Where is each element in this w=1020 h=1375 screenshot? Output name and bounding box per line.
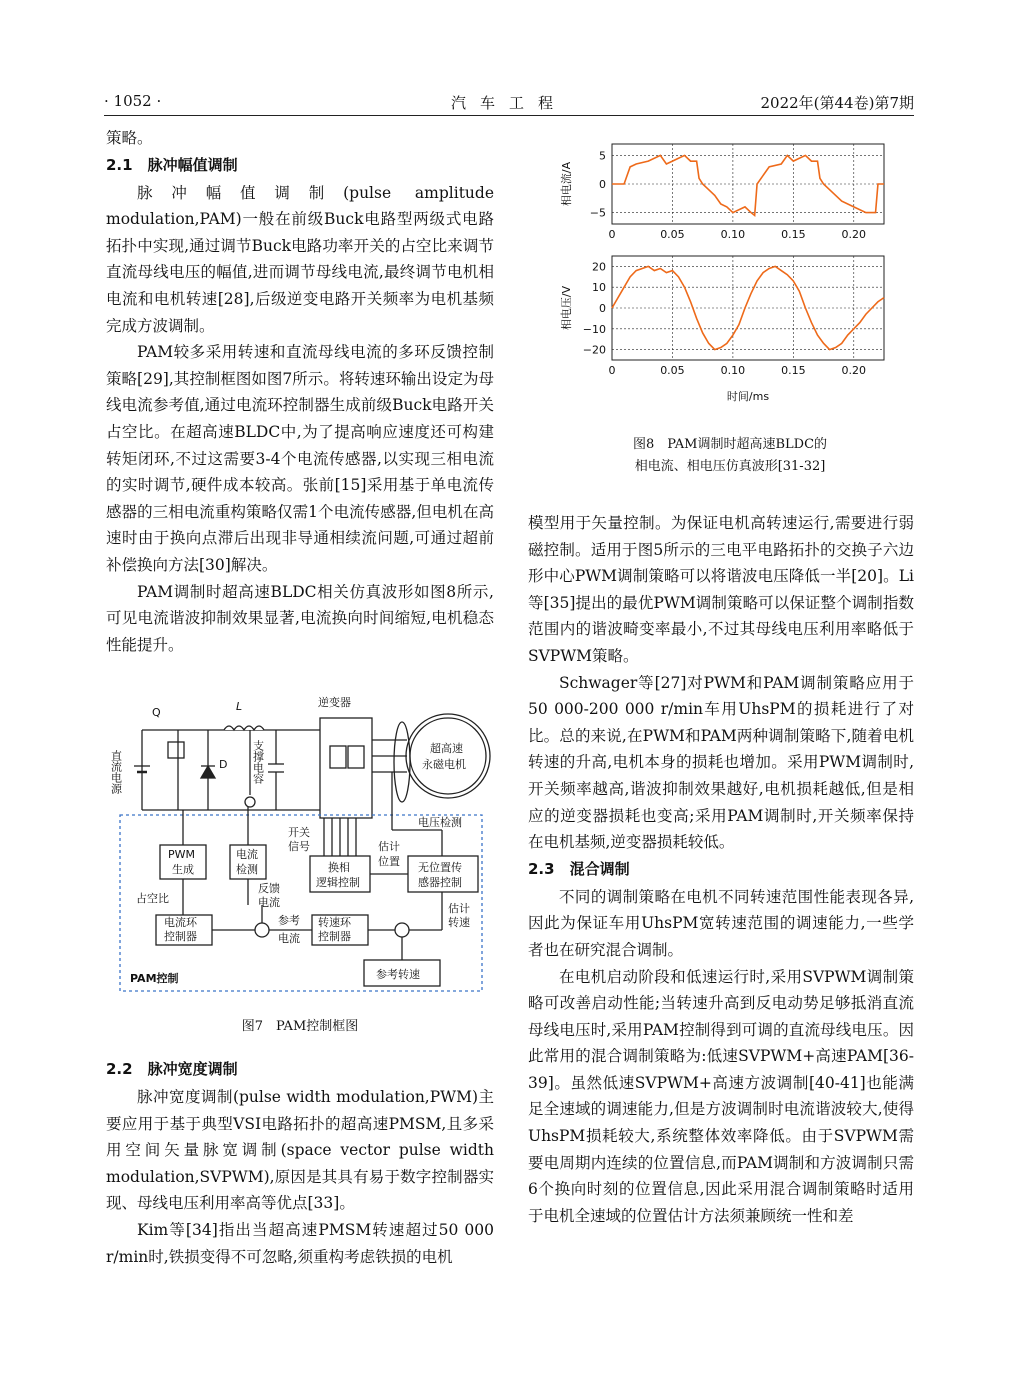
svg-text:电流: 电流 — [278, 932, 300, 945]
y-tick-label: 20 — [592, 260, 606, 274]
paragraph: Kim等[34]指出当超高速PMSM转速超过50 000 r/min时,铁损变得不可忽略,须重构考虑铁损的电机 — [106, 1220, 494, 1266]
page-number: · 1052 · — [104, 92, 162, 110]
paragraph: PAM较多采用转速和直流母线电流的多环反馈控制策略[29],其控制框图如图7所示。将转速环输出设定为母线电流参考值,通过电流环控制器生成前级Buck电路开关占空比。在超高速BLDC中,为了提高响应速度还可构建转矩闭环,不过这需要3-4个电流传感器,以实现三相电流的实时调节,硬件成本较高。张前[15]采用基于单电流传感器的三相电流重构策略仅需1个电流传感器,但电机在高速时由于换向点滞后出现非导通相续流问题,可通过超前补偿换向方法[30]解决。 — [106, 343, 494, 574]
svg-text:信号: 信号 — [288, 840, 310, 853]
section-heading: 2.2 脉冲宽度调制 — [106, 1060, 238, 1078]
svg-text:永磁电机: 永磁电机 — [422, 758, 466, 771]
x-tick-label: 0.10 — [720, 364, 746, 377]
x-tick-label: 0.15 — [781, 228, 806, 241]
svg-text:支撑电容: 支撑电容 — [251, 740, 265, 784]
svg-text:参考转速: 参考转速 — [376, 968, 420, 981]
paragraph: 策略。 — [106, 129, 153, 147]
fig8-caption — [600, 434, 860, 478]
issue-info: 2022年(第44卷)第7期 — [760, 94, 914, 112]
fig7-block-diagram — [109, 690, 492, 1000]
svg-text:检测: 检测 — [236, 863, 258, 876]
y-tick-label: 0 — [599, 302, 606, 315]
left-column — [106, 125, 494, 658]
x-tick-label: 0.15 — [781, 364, 806, 377]
svg-text:占空比: 占空比 — [136, 892, 169, 905]
paragraph: 脉冲宽度调制(pulse width modulation,PWM)主要应用于基于典型VSI电路拓扑的超高速PMSM,且多采用空间矢量脉宽调制(space vector pulse width modulation,SVPWM),原因是其具有易于数字控制器实现、母线电压利用率高等优点[33]。 — [106, 1088, 494, 1213]
y-tick-label: −5 — [589, 206, 606, 220]
svg-text:D: D — [219, 758, 228, 771]
x-axis-label: 时间/ms — [726, 390, 770, 403]
right-column — [528, 510, 914, 1229]
x-tick-label: 0.20 — [841, 228, 867, 241]
fig7-caption: 图7 PAM控制框图 — [241, 1019, 359, 1034]
svg-text:Q: Q — [152, 706, 161, 719]
header-rule — [104, 115, 914, 116]
y-tick-label: −10 — [582, 322, 606, 336]
svg-text:估计: 估计 — [378, 840, 400, 853]
svg-text:转速: 转速 — [448, 916, 470, 929]
paragraph: 在电机启动阶段和低速运行时,采用SVPWM调制策略可改善启动性能;当转速升高到反电动势足够抵消直流母线电压时,采用PAM控制得到可调的直流母线电压。因此常用的混合调制策略为:低速SVPWM+高速PAM[36-39]。虽然低速SVPWM+高速方波调制[40-41]也能满足全速域的调速能力,但是方波调制时电流谐波较大,使得UhsPM损耗较大,系统整体效率降低。由于SVPWM需要电周期内连续的位置信息,而PAM调制和方波调制只需6个换向时刻的位置信息,因此采用混合调制策略时适用于电机全速域的位置估计方法须兼顾统一性和差 — [528, 967, 914, 1225]
running-header — [104, 92, 914, 114]
x-tick-label: 0 — [608, 364, 616, 377]
svg-text:逻辑控制: 逻辑控制 — [316, 876, 360, 889]
x-tick-label: 0.05 — [660, 364, 685, 377]
svg-text:电流: 电流 — [258, 896, 280, 909]
svg-text:PWM: PWM — [168, 848, 196, 861]
section-heading: 2.1 脉冲幅值调制 — [106, 155, 238, 174]
y-axis-label: 相电流/A — [560, 161, 573, 207]
svg-text:逆变器: 逆变器 — [318, 696, 351, 709]
x-tick-label: 0.10 — [720, 228, 746, 241]
svg-text:直流电源: 直流电源 — [109, 750, 123, 794]
paragraph: Schwager等[27]对PWM和PAM调制策略应用于50 000-200 000 r/min车用UhsPM的损耗进行了对比。总的来说,在PWM和PAM两种调制策略下,随着电机转速的升高,电机本身的损耗也增加。采用PWM调制时,开关频率越高,谐波抑制效果越好,电机损耗越低,但是相应的逆变器损耗也变高;采用PAM调制时,开关频率保持在电机基频,逆变器损耗较低。 — [528, 673, 914, 852]
paragraph: 不同的调制策略在电机不同转速范围性能表现各异,因此为保证车用UhsPM宽转速范围的调速能力,一些学者也在研究混合调制。 — [528, 887, 914, 959]
fig8-chart — [540, 136, 900, 416]
svg-text:反馈: 反馈 — [258, 882, 280, 895]
svg-text:电压检测: 电压检测 — [418, 816, 462, 829]
svg-text:超高速: 超高速 — [430, 742, 463, 755]
svg-text:无位置传: 无位置传 — [418, 861, 462, 874]
paragraph: 模型用于矢量控制。为保证电机高转速运行,需要进行弱磁控制。适用于图5所示的三电平电路拓扑的交换子六边形中心PWM调制策略可以将谐波电压降低一半[20]。Li等[35]提出的最优PWM调制策略可以保证整个调制指数范围内的谐波畸变率最小,不过其母线电压利用率略低于SVPWM策略。 — [528, 514, 914, 665]
svg-text:参考: 参考 — [278, 914, 300, 927]
svg-text:开关: 开关 — [288, 826, 310, 839]
y-axis-label: 相电压/V — [560, 285, 573, 331]
x-tick-label: 0.05 — [660, 228, 685, 241]
x-tick-label: 0 — [608, 228, 616, 241]
paragraph: 脉冲幅值调制(pulse amplitude modulation,PAM)一般在前级Buck电路型两级式电路拓扑中实现,通过调节Buck电路功率开关的占空比来调节直流母线电压的幅值,进而调节母线电流,最终调节电机相电流和电机转速[28],后级逆变电路开关频率为电机基频完成方波调制。 — [106, 183, 494, 335]
svg-text:L: L — [236, 700, 243, 713]
svg-text:感器控制: 感器控制 — [418, 876, 462, 889]
svg-text:PAM控制: PAM控制 — [130, 972, 179, 985]
left-column-lower — [106, 1056, 494, 1270]
section-heading: 2.3 混合调制 — [528, 859, 630, 878]
svg-text:电流环: 电流环 — [164, 916, 197, 929]
y-tick-label: 5 — [599, 149, 606, 163]
y-tick-label: 0 — [599, 178, 606, 191]
svg-text:位置: 位置 — [378, 855, 400, 868]
svg-text:电流: 电流 — [236, 848, 258, 861]
svg-text:控制器: 控制器 — [164, 930, 197, 943]
fig8-caption-line2: 相电流、相电压仿真波形[31-32] — [634, 459, 826, 474]
series-line — [612, 155, 884, 215]
y-tick-label: −20 — [582, 343, 606, 357]
y-tick-label: 10 — [592, 281, 606, 295]
fig8-caption-line1: 图8 PAM调制时超高速BLDC的 — [632, 437, 828, 452]
svg-text:换相: 换相 — [328, 861, 350, 874]
svg-text:估计: 估计 — [448, 902, 470, 915]
journal-name: 汽车工程 — [450, 94, 567, 112]
svg-text:控制器: 控制器 — [318, 930, 351, 943]
svg-text:生成: 生成 — [172, 863, 194, 876]
svg-text:转速环: 转速环 — [318, 916, 351, 929]
x-tick-label: 0.20 — [841, 364, 867, 377]
paragraph: PAM调制时超高速BLDC相关仿真波形如图8所示,可见电流谐波抑制效果显著,电流换向时间缩短,电机稳态性能提升。 — [106, 582, 494, 654]
